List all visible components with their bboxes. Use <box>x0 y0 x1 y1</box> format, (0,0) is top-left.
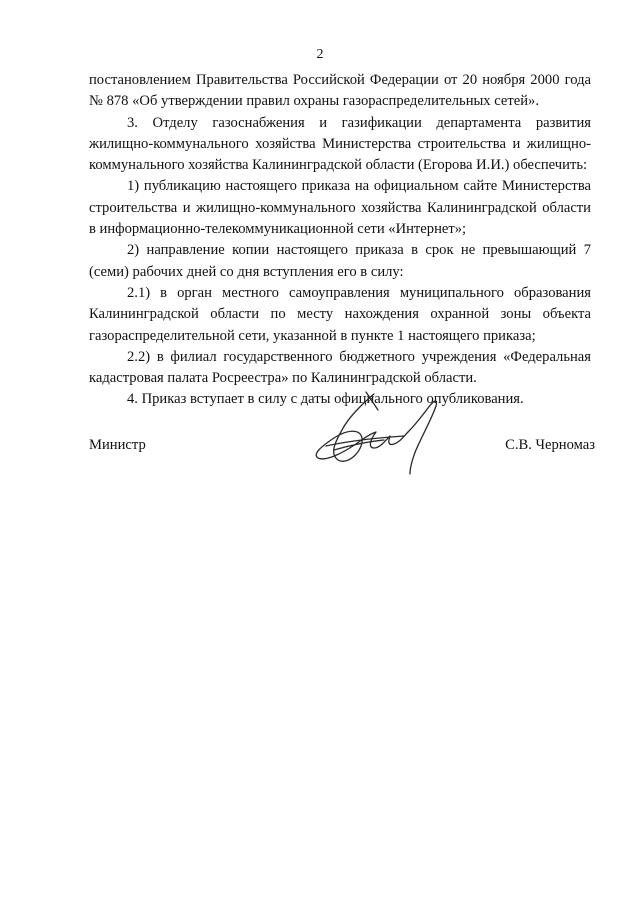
paragraph-item-4: 4. Приказ вступает в силу с даты официального опубликования. <box>127 391 524 408</box>
paragraph-continuation: постановлением Правительства Российской Федерации от 20 ноября 2000 года № 878 «Об утверждении правил охраны газораспределительных сетей». <box>89 72 591 110</box>
handwritten-signature <box>304 388 444 480</box>
paragraph-item-3-2: 2) направление копии настоящего приказа в срок не превышающий 7 (семи) рабочих дней со дня вступления его в силу: <box>89 242 591 280</box>
signature-block <box>89 435 595 459</box>
signatory-name: С.В. Черномаз <box>505 437 595 453</box>
paragraph-item-3-1: 1) публикацию настоящего приказа на официальном сайте Министерства строительства и жилищно-коммунального хозяйства Калининградской области в информационно-телекоммуникационной сети «Интернет»; <box>89 178 591 238</box>
paragraph-item-2-2: 2.2) в филиал государственного бюджетного учреждения «Федеральная кадастровая палата Росреестра» по Калининградской области. <box>89 348 591 387</box>
signatory-title: Министр <box>89 437 146 453</box>
document-body <box>89 70 591 411</box>
paragraph-item-2-1: 2.1) в орган местного самоуправления муниципального образования Калининградской области по месту нахождения охранной зоны объекта газораспределительной сети, указанной в пункте 1 настоящего приказа; <box>89 284 591 344</box>
paragraph-item-3: 3. Отделу газоснабжения и газификации департамента развития жилищно-коммунального хозяйства Министерства строительства и жилищно-коммунального хозяйства Калининградской области (Егорова И.И.) обеспечить: <box>89 114 591 174</box>
page-number: 2 <box>316 47 324 62</box>
